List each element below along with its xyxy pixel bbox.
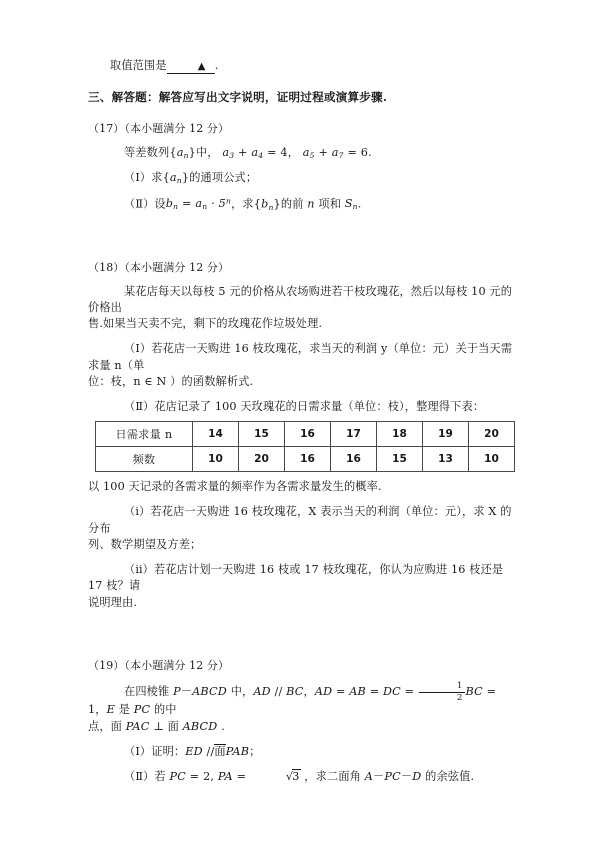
demand-cell-4: 18 xyxy=(377,422,423,447)
plane-pac: PAC xyxy=(125,719,150,733)
problem-17-formula-bn: $b_n = a_n \cdot 5^n$ xyxy=(165,196,232,212)
problem-17-equation-2: $a_5 + a_7 = 6$ xyxy=(302,146,369,161)
problem-17-number: （17） xyxy=(88,122,125,136)
table-row-demand xyxy=(96,422,515,447)
problem-17-stem: 等差数列$\{a_n\}$中， $a_3 + a_4 = 4$， $a_5 + a_7 = 6$. xyxy=(124,146,372,161)
problem-19-stem-line-2: 点，面 PAC ⊥ 面 ABCD . xyxy=(88,719,225,733)
problem-19-points: （本小题满分 12 分） xyxy=(124,658,230,672)
segment-ad: AD xyxy=(253,684,271,698)
sqrt-3-symbol: √3 xyxy=(285,770,300,784)
problem-19-header xyxy=(88,657,518,673)
page-content xyxy=(88,58,518,785)
problem-17-part-2-label: （Ⅱ） xyxy=(124,197,155,211)
carryover-suffix: . xyxy=(214,59,219,72)
row-label-frequency: 频数 xyxy=(96,447,193,472)
problem-18-part-2-intro: （Ⅱ）花店记录了 100 天玫瑰花的日需求量（单位：枝），整理得下表： xyxy=(124,399,485,413)
demand-cell-6: 20 xyxy=(469,422,515,447)
problem-18-stem-line-1: 某花店每天以每枝 5 元的价格从农场购进若干枝玫瑰花，然后以每枝 10 元的价格出 xyxy=(88,284,513,314)
answer-blank[interactable] xyxy=(167,60,215,74)
problem-17-stem-mid: 中， xyxy=(195,146,219,160)
dihedral-angle: A－PC－D xyxy=(364,770,422,784)
segment-pc: PC xyxy=(133,703,151,717)
problem-18-subpart-ii-line-2: 说明理由. xyxy=(88,595,138,609)
pa-value: PA = √3 xyxy=(218,770,301,783)
demand-cell-3: 17 xyxy=(331,422,377,447)
problem-18-stem-line-2: 售.如果当天卖不完，剩下的玫瑰花作垃圾处理. xyxy=(88,317,323,331)
problem-17-equation-1: $a_3 + a_4 = 4$ xyxy=(222,146,288,161)
problem-17-part-2-text-before: 设 xyxy=(154,197,166,211)
demand-cell-2: 16 xyxy=(285,422,331,447)
demand-cell-5: 19 xyxy=(423,422,469,447)
problem-17-part-1-label: （Ⅰ） xyxy=(124,171,152,185)
frequency-cell-5: 13 xyxy=(423,447,469,472)
problem-19-part-2: （Ⅱ）若 PC = 2, PA = √3 ，求二面角 A－PC－D 的余弦值. xyxy=(88,769,518,785)
frequency-cell-6: 10 xyxy=(469,447,515,472)
problem-18-subpart-ii-line-1: （ⅱ）若花店计划一天购进 16 枝或 17 枝玫瑰花，你认为应购进 16 枝还是 17 枝？请 xyxy=(88,563,504,593)
problem-17-n-symbol: n xyxy=(307,197,315,211)
pyramid-label: P xyxy=(173,684,181,698)
half-fraction: $\frac{1}{2}$ xyxy=(419,682,465,702)
problem-17-header xyxy=(88,120,518,136)
section-heading: 三、解答题：解答应写出文字说明，证明过程或演算步骤. xyxy=(88,90,388,105)
sequence-an-brace-open: { xyxy=(169,146,177,160)
carryover-answer-line xyxy=(88,58,518,74)
problem-17-part-2-text-mid: ，求 xyxy=(231,197,254,211)
problem-18-points: （本小题满分 12 分） xyxy=(124,260,230,274)
sequence-an-brace-close: } xyxy=(188,146,196,160)
frequency-cell-3: 16 xyxy=(331,447,377,472)
problem-18-number: （18） xyxy=(88,260,125,274)
sequence-an-subscript: n xyxy=(183,151,189,161)
frequency-cell-1: 20 xyxy=(239,447,285,472)
table-row-frequency xyxy=(96,447,515,472)
plane-abcd: ABCD xyxy=(182,719,218,733)
frequency-distribution-table xyxy=(95,421,515,472)
frequency-cell-0: 10 xyxy=(193,447,239,472)
row-label-demand: 日需求量 n xyxy=(96,422,193,447)
problem-17-stem-period: . xyxy=(368,146,372,160)
problem-19-part-1: （Ⅰ）证明：ED //面PAB； xyxy=(124,744,261,758)
demand-cell-1: 15 xyxy=(239,422,285,447)
segment-ad-2: AD xyxy=(314,684,333,698)
plane-pab: PAB xyxy=(225,744,250,758)
problem-18-part-1-line-1: （Ⅰ）若花店一天购进 16 枝玫瑰花，求当天的利润 y（单位：元）关于当天需求量 n（单 xyxy=(88,342,513,372)
pc-value: PC = 2 xyxy=(169,770,211,784)
problem-17-stem-prefix: 等差数列 xyxy=(124,146,170,160)
frequency-cell-4: 15 xyxy=(377,447,423,472)
carryover-prefix: 取值范围是 xyxy=(110,59,167,72)
problem-19-number: （19） xyxy=(88,658,125,672)
problem-17-part-1-text-after: 的通项公式； xyxy=(189,171,258,185)
problem-17-points: （本小题满分 12 分） xyxy=(124,122,230,136)
point-e: E xyxy=(106,703,115,717)
problem-19-stem-line-1: 在四棱锥 P－ABCD 中，AD // BC，AD = AB = DC = $\frac{1}{2}$ BC = 1，E 是 PC 的中 xyxy=(88,680,497,717)
problem-17-part-1-text-before: 求 xyxy=(151,171,163,185)
sequence-an-letter: a xyxy=(176,146,184,160)
problem-18-subpart-i-line-1: （ⅰ）若花店一天购进 16 枝玫瑰花，X 表示当天的利润（单位：元），求 X 的分布 xyxy=(88,505,512,535)
triangle-marker: ▲ xyxy=(197,61,206,72)
problem-18-header xyxy=(88,259,518,275)
problem-18-part-1-line-2: 位：枝，n ∈ N ）的函数解析式. xyxy=(88,374,254,388)
segment-ed: ED xyxy=(185,744,203,758)
frequency-cell-2: 16 xyxy=(285,447,331,472)
segment-bc: BC xyxy=(286,684,304,698)
problem-17-part-2: （Ⅱ）设$b_n = a_n \cdot 5^n$，求$\{b_n\}$的前 n 项和 $S_n$. xyxy=(124,196,362,212)
problem-17-part-1: （Ⅰ）求$\{a_n\}$的通项公式； xyxy=(124,171,258,186)
demand-cell-0: 14 xyxy=(193,422,239,447)
problem-18-subpart-i-line-2: 列、数学期望及方差； xyxy=(88,537,202,551)
plane-overline-glyph: 面 xyxy=(214,744,226,758)
problem-18-after-table: 以 100 天记录的各需求量的频率作为各需求量发生的概率. xyxy=(88,480,382,494)
problem-17-sn-symbol: $S_n$ xyxy=(344,197,358,212)
